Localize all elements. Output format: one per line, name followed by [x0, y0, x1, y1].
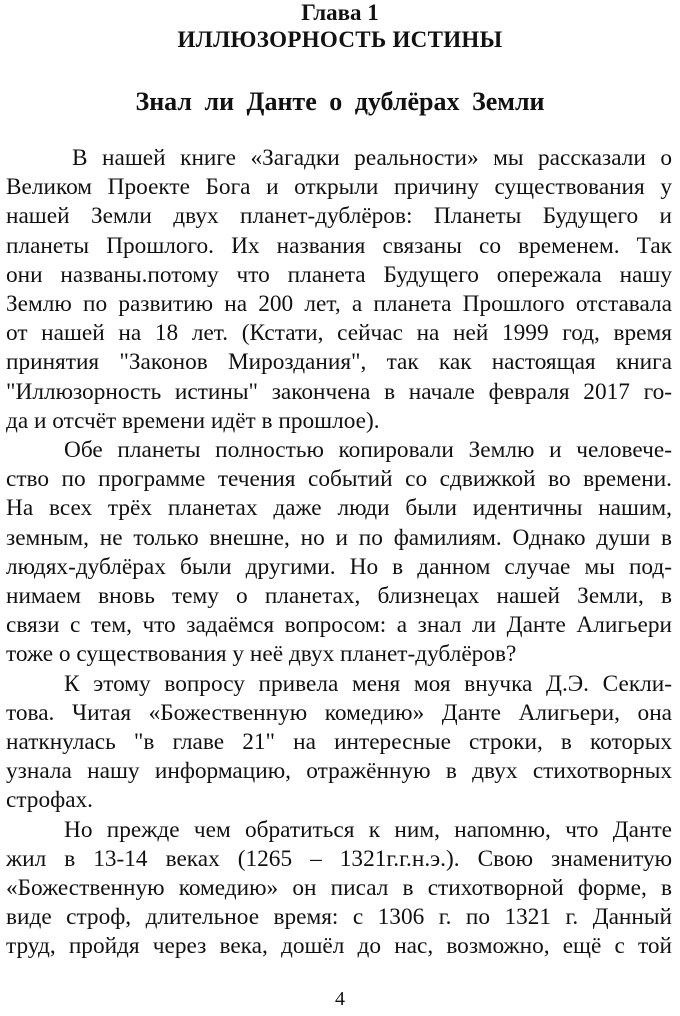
text-line: "Иллюзорность истины" закончена в начале февраля 2017 го-	[6, 378, 672, 405]
text-line: принятия "Законов Мироздания", так как настоящая книга	[6, 349, 672, 376]
text-line: това. Читая «Божественную комедию» Данте Алигьери, она	[6, 699, 672, 726]
text-line: труд, пройдя через века, дошёл до нас, возможно, ещё с той	[6, 933, 672, 960]
paragraph-4	[6, 816, 672, 962]
text-line: жил в 13-14 веках (1265 – 1321г.г.н.э.). Свою знаменитую	[6, 845, 672, 872]
text-line: ство по программе течения событий со сдвижкой во времени.	[6, 466, 672, 493]
paragraph-3	[6, 670, 672, 816]
text-line: К этому вопросу привела меня моя внучка Д.Э. Секли-	[64, 670, 672, 697]
text-line: нашей Земли двух планет-дублёров: Планеты Будущего и	[6, 203, 672, 230]
text-line: «Божественную комедию» он писал в стихотворной форме, в	[6, 875, 672, 902]
text-line: они названы.потому что планета Будущего опережала нашу	[6, 261, 672, 288]
text-line: планеты Прошлого. Их названия связаны со временем. Так	[6, 232, 672, 259]
text-line: наткнулась "в главе 21" на интересные строки, в которых	[6, 729, 672, 756]
text-line: узнала нашу информацию, отражённую в двух стихотворных	[6, 758, 672, 785]
text-line: тоже о существования у неё двух планет-дублёров?	[6, 641, 517, 668]
text-line: Великом Проекте Бога и открыли причину существования у	[6, 174, 672, 201]
paragraph-2	[6, 436, 672, 670]
text-line: В нашей книге «Загадки реальности» мы рассказали о	[72, 145, 672, 171]
chapter-title: ИЛЛЮЗОРНОСТЬ ИСТИНЫ	[177, 27, 503, 52]
text-line: от нашей на 18 лет. (Кстати, сейчас на ней 1999 год, время	[6, 320, 672, 347]
text-line: Обе планеты полностью копировали Землю и человече-	[64, 437, 672, 464]
body-text	[6, 144, 672, 962]
text-line: земным, не только внешне, но и по фамилиям. Однако души в	[6, 524, 672, 551]
section-title: Знал ли Данте о дублёрах Земли	[135, 87, 545, 116]
chapter-label: Глава 1	[301, 0, 379, 25]
text-line: Но прежде чем обратиться к ним, напомню, что Данте	[64, 816, 672, 843]
text-line: людях-дублёрах были другими. Но в данном случае мы под-	[6, 553, 672, 580]
text-line: На всех трёх планетах даже люди были идентичны нашим,	[6, 495, 672, 522]
text-line: виде строф, длительное время: с 1306 г. по 1321 г. Данный	[6, 904, 672, 931]
text-line: строфах.	[6, 787, 94, 814]
text-line: Землю по развитию на 200 лет, а планета Прошлого отставала	[6, 291, 672, 318]
paragraph-1	[6, 144, 672, 436]
text-line: нимаем вновь тему о планетах, близнецах нашей Земли, в	[6, 583, 672, 610]
text-line: да и отсчёт времени идёт в прошлое).	[6, 407, 380, 434]
page-number: 4	[335, 988, 345, 1010]
text-line: связи с тем, что задаёмся вопросом: а знал ли Данте Алигьери	[6, 612, 672, 639]
